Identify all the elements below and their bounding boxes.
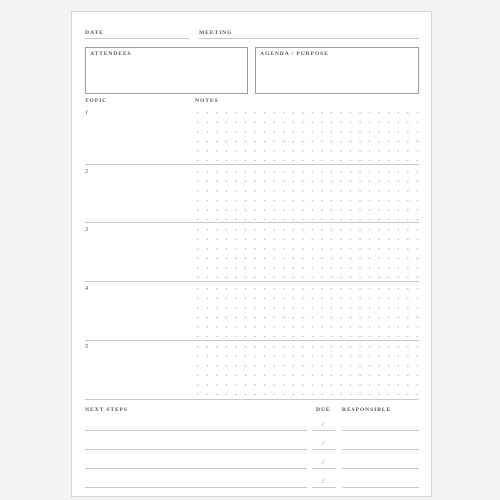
next-step-line[interactable]	[85, 468, 307, 469]
agenda-box[interactable]	[255, 47, 419, 94]
due-label: DUE	[316, 407, 331, 413]
responsible-line[interactable]	[342, 449, 419, 450]
topic-divider	[85, 164, 419, 165]
agenda-label: AGENDA / PURPOSE	[260, 51, 329, 57]
responsible-label: RESPONSIBLE	[342, 407, 392, 413]
notes-dot-grid[interactable]	[193, 342, 422, 395]
notes-column-label: NOTES	[195, 98, 219, 104]
topic-divider	[85, 340, 419, 341]
due-separator: /	[322, 440, 324, 447]
date-line[interactable]	[85, 38, 189, 39]
notes-dot-grid[interactable]	[193, 108, 422, 161]
notes-dot-grid[interactable]	[193, 284, 422, 337]
responsible-line[interactable]	[342, 430, 419, 431]
topic-number: 1	[85, 109, 89, 116]
notes-dot-grid[interactable]	[193, 167, 422, 220]
due-separator: /	[322, 459, 324, 466]
attendees-box[interactable]	[85, 47, 248, 94]
due-line[interactable]	[312, 468, 336, 469]
next-step-line[interactable]	[85, 449, 307, 450]
topic-number: 3	[85, 226, 89, 233]
date-label: DATE	[85, 30, 104, 36]
due-line[interactable]	[312, 487, 336, 488]
planner-page	[71, 11, 432, 497]
topic-divider	[85, 281, 419, 282]
notes-dot-grid[interactable]	[193, 225, 422, 278]
topic-number: 5	[85, 343, 89, 350]
topic-number: 2	[85, 168, 89, 175]
topic-divider	[85, 222, 419, 223]
due-separator: /	[322, 421, 324, 428]
meeting-line[interactable]	[199, 38, 419, 39]
topic-divider	[85, 399, 419, 400]
due-line[interactable]	[312, 430, 336, 431]
topic-number: 4	[85, 285, 89, 292]
responsible-line[interactable]	[342, 468, 419, 469]
due-line[interactable]	[312, 449, 336, 450]
meeting-label: MEETING	[199, 30, 233, 36]
topic-column-label: TOPIC	[85, 98, 108, 104]
attendees-label: ATTENDEES	[90, 51, 132, 57]
next-step-line[interactable]	[85, 430, 307, 431]
next-steps-label: NEXT STEPS	[85, 407, 128, 413]
responsible-line[interactable]	[342, 487, 419, 488]
due-separator: /	[322, 478, 324, 485]
next-step-line[interactable]	[85, 487, 307, 488]
